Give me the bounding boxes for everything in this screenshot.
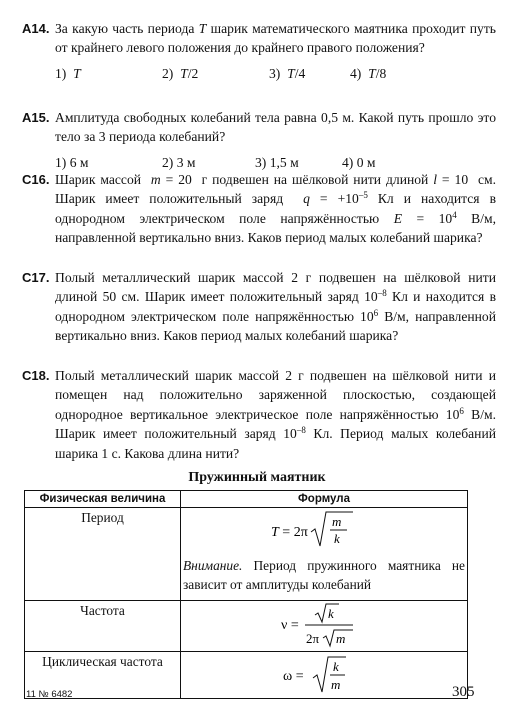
svg-text:m: m <box>336 631 346 646</box>
formula-table <box>24 490 468 699</box>
option-4: 4) T/8 <box>350 65 387 81</box>
svg-text:k: k <box>328 606 334 621</box>
frequency-formula <box>181 601 467 649</box>
section-title: Пружинный маятник <box>188 470 326 485</box>
svg-text:k: k <box>333 659 339 674</box>
note-text <box>183 556 467 594</box>
problem-c18 <box>22 366 496 463</box>
option-2: 2) T/2 <box>162 65 199 81</box>
angular-frequency-formula <box>181 652 467 696</box>
svg-text:ν =: ν = <box>281 618 299 633</box>
print-code: 11 № 6482 <box>26 689 73 700</box>
table-row <box>25 508 468 601</box>
problem-text: Полый металлический шарик массой 2 г подвешен на шёлковой нити и помещен над положительно заряженной плоскостью, создающей однородное вертикальное электрическое поле напряжённостью $10^6$ В/м. Шарик имеет положительный заряд $10^{-8}$ Кл. Период малых колебаний шарика 1 с. Какова длина нити? <box>55 368 496 461</box>
svg-text:m: m <box>332 514 342 529</box>
problem-number: С16. <box>22 172 50 187</box>
formula-cell <box>181 508 468 601</box>
table-row <box>25 652 468 699</box>
svg-text:T = 2π: T = 2π <box>271 525 308 540</box>
option-2: 2) 3 м <box>162 154 196 170</box>
problem-c17 <box>22 268 496 346</box>
formula-cell <box>181 652 468 699</box>
problem-number: А14. <box>22 21 50 36</box>
note-label: Внимание. <box>183 558 243 573</box>
column-header: Физическая величина <box>25 491 181 508</box>
svg-text:2π: 2π <box>306 631 320 646</box>
quantity-name: Частота <box>25 601 181 652</box>
option-3: 3) 1,5 м <box>255 154 299 170</box>
answer-options <box>55 153 496 172</box>
problem-number: С18. <box>22 368 50 383</box>
problem-number: А15. <box>22 110 50 125</box>
option-1: 1) 6 м <box>55 154 89 170</box>
problem-text: За какую часть периода T шарик математического маятника проходит путь от крайнего левого положения до крайнего правого положения? <box>55 21 496 56</box>
option-4: 4) 0 м <box>342 154 376 170</box>
answer-options <box>55 64 496 83</box>
column-header: Формула <box>181 491 468 508</box>
problem-c16 <box>22 170 496 248</box>
problem-text: Шарик массой m = 20 г подвешен на шёлковой нити длиной l = 10 см. Шарик имеет положительный заряд $q = +10^{-5}$ Кл и находится в однородном электрическом поле напряжённостью $E = 10^4$ В/м, направленной вертикально вниз. Каков период малых колебаний шарика? <box>55 172 496 246</box>
svg-text:m: m <box>331 677 341 692</box>
problem-a15 <box>22 108 496 172</box>
svg-text:k: k <box>334 531 340 546</box>
problem-a14 <box>22 19 496 83</box>
option-3: 3) T/4 <box>269 65 306 81</box>
note-body: Период пружинного маятника не зависит от амплитуды колебаний <box>183 558 465 592</box>
table-header-row <box>25 491 468 508</box>
svg-text:ω =: ω = <box>283 669 304 684</box>
problem-number: С17. <box>22 270 50 285</box>
formula-cell <box>181 601 468 652</box>
option-1: 1) T <box>55 65 81 81</box>
page-number: 305 <box>452 684 475 700</box>
quantity-name: Циклическая частота <box>25 652 181 699</box>
problem-text: Полый металлический шарик массой 2 г подвешен на шёлковой нити длиной 50 см. Шарик имеет положительный заряд $10^{-8}$ Кл и находится в однородном электрическом поле напряжённостью $10^6$ В/м, направленной вертикально вниз. Каков период малых колебаний шарика? <box>55 270 497 344</box>
table-row <box>25 601 468 652</box>
quantity-name: Период <box>25 508 181 601</box>
period-formula <box>181 508 467 550</box>
problem-text: Амплитуда свободных колебаний тела равна 0,5 м. Какой путь прошло это тело за 3 периода колебаний? <box>55 110 496 145</box>
